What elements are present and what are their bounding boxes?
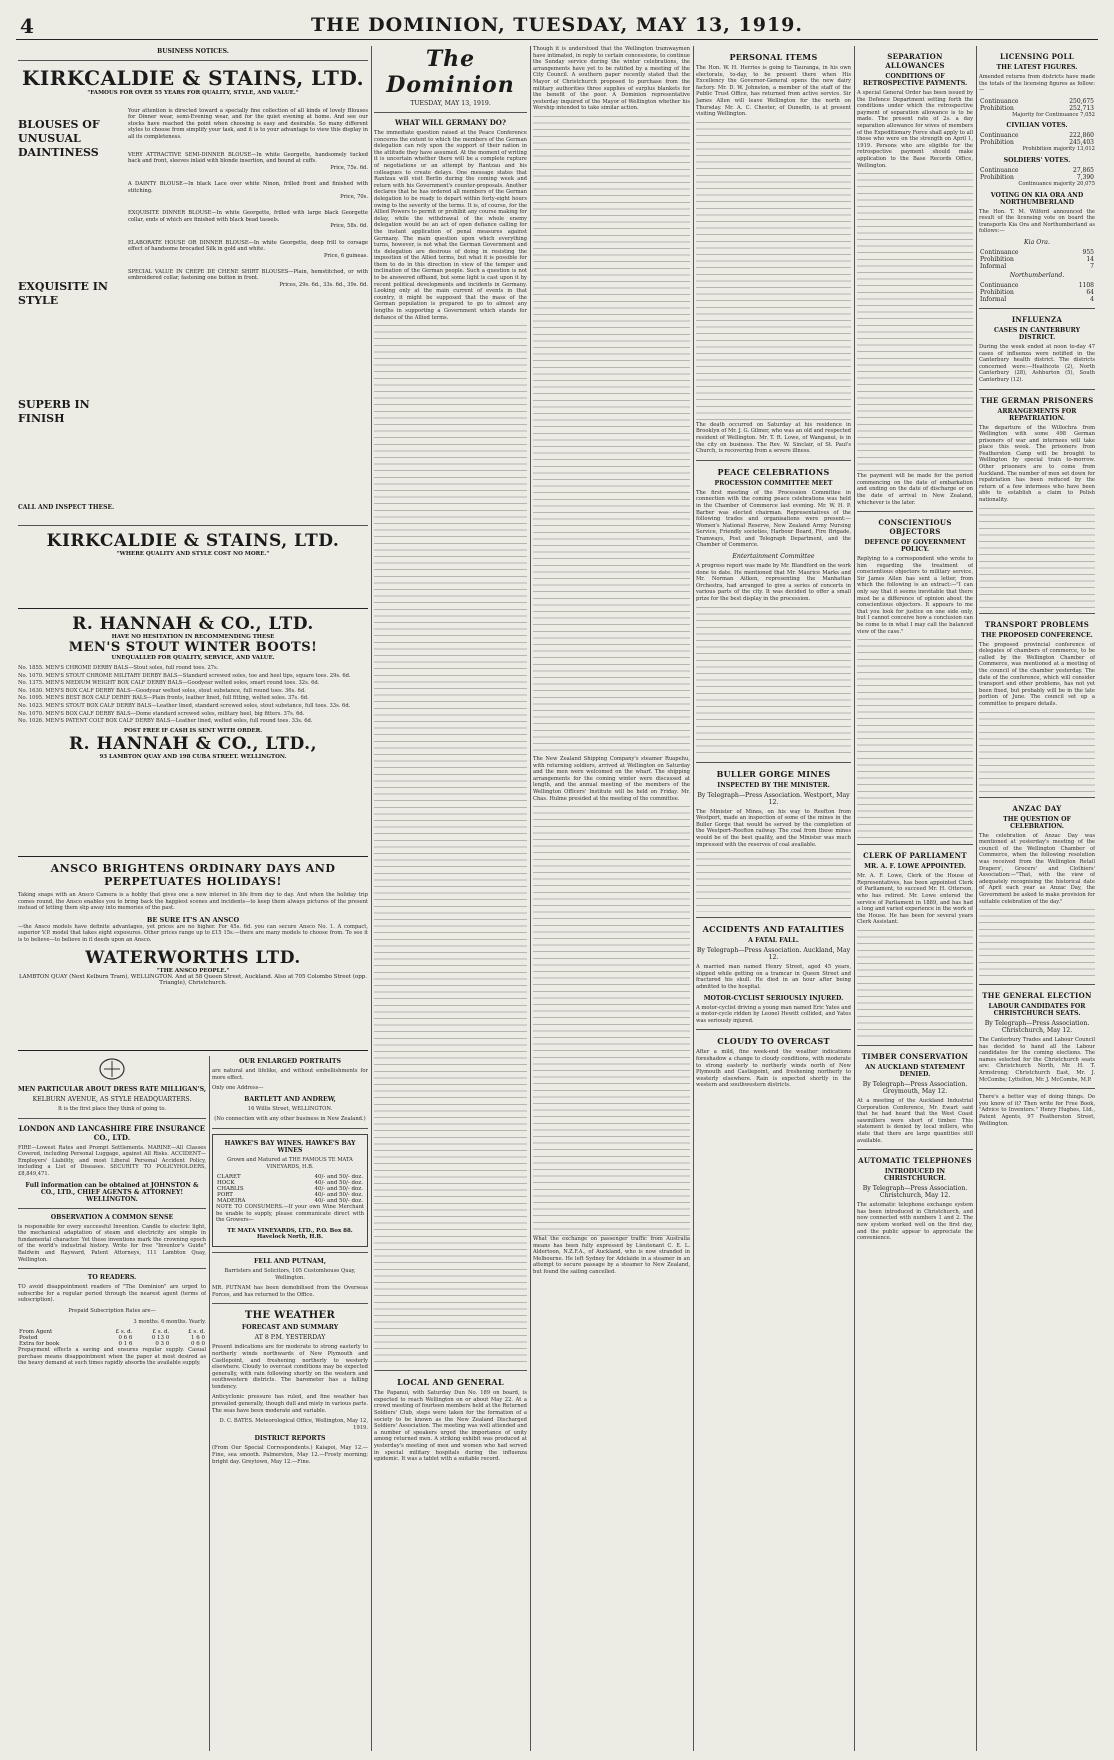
anzac-sub: THE QUESTION OF CELEBRATION.: [1003, 815, 1071, 830]
row-value: 7,390: [1076, 173, 1094, 181]
weather-body: Present indications are for moderate to strong easterly to northerly winds northwards of New Plymouth and Castlepoint, and freshening northerly to westerly elsewhere. Cloudy to overcast conditions may be expected generally, with rain following shortly on the western and southwestern districts. The barometer has a falling tendency.: [212, 1344, 368, 1390]
cloudy-body: After a mild, fine week-end the weather indications foreshadow a change to cloudy conditions, with moderate to strong easterly to northerly winds north of New Plymouth and Castlepoint, and freshening northerly to westerly elsewhere. Rain is expected shortly in the western and southwestern districts.: [696, 1049, 851, 1089]
kirkcaldie-item-3: EXQUISITE DINNER BLOUSE—In white Georgette, frilled with large black Georgette collar, ends of which are finished with black bead tassels.: [128, 210, 368, 223]
row-label: Continuance: [980, 281, 1019, 289]
fell-body: Barristers and Solicitors, 105 Customhouse Quay, Wellington.: [224, 1267, 356, 1281]
hannah-item: No. 1023. MEN'S STOUT BOX CALF DERBY BALS—Leather lined, standard screwed soles, stout substance, full toes. 33s. 6d.: [18, 702, 351, 709]
kirkcaldie-tagline: "FAMOUS FOR OVER 55 YEARS FOR QUALITY, STYLE, AND VALUE.": [87, 90, 299, 96]
london-body: FIRE—Lowest Rates and Prompt Settlements. MARINE—All Classes Covered, including Personal Luggage, against All Risks. ACCIDENT—Employers' Liability, and most Liberal Personal Accident Policy, including a List of Diseases. SECURITY TO POLICYHOLDERS, £8,849,471.: [18, 1144, 206, 1177]
wine-price: 40/- and 50/- doz.: [314, 1198, 363, 1205]
accidents-body: A married man named Henry Street, aged 45 years, slipped while getting on a tramcar in Queen Street and fractured his skull. He died in an hour after being admitted to the hospital.: [696, 964, 851, 990]
column-6b: [979, 46, 1095, 1751]
table-row: [979, 105, 1095, 112]
hannah-name: R. HANNAH & CO., LTD.: [72, 614, 314, 634]
wine-price: 40/- and 50/- doz.: [314, 1180, 363, 1187]
transport-headline: TRANSPORT PROBLEMS: [984, 619, 1090, 629]
rate-c: £ s. d.: [188, 1329, 205, 1336]
licensing-majority-2: Prohibition majority 13,012: [1022, 146, 1095, 153]
hannah-name-2: R. HANNAH & CO., LTD.,: [68, 733, 318, 754]
accidents-headline: ACCIDENTS AND FATALITIES: [702, 924, 845, 935]
readers-headline: TO READERS.: [87, 1274, 137, 1282]
personal-continued-text: [696, 122, 851, 422]
local-body-2: What the exchange on passenger traffic from Australia means has been fully expressed by Lieutenant C. E. L. Aldertoon, N.Z.F.A., of Auckland, who is now stranded in Melbourne. He left Sydney for Adelaide in a steamer in an attempt to secure passage by a steamer to New Zealand, but found the sailing cancelled.: [533, 1236, 690, 1276]
hannah-item: No. 1375. MEN'S MEDIUM WEIGHT BOX CALF DERBY BALS—Goodyear welted soles, smart round toes. 32s. 6d.: [18, 680, 320, 687]
kia-ora-sub: Kia Ora.: [1024, 238, 1050, 246]
prepaid-label: Prepaid Subscription Rates are—: [68, 1307, 156, 1314]
enlarged-headline: OUR ENLARGED PORTRAITS: [239, 1058, 341, 1065]
peace-body-2: A progress report was made by Mr. Blandford on the work done to date. He mentioned that Mr. Maurice Marks and Mr. Norman Aitken, representing the Manhattan Orchestra, had arranged to give a series of concerts in various parts of the city. It was decided to offer a small prize for the best display in the procession.: [696, 563, 851, 603]
licensing-sub: THE LATEST FIGURES.: [996, 64, 1078, 71]
election-body: The Canterbury Trades and Labour Council has decided to hand all the Labour candidates for the coming elections. The names selected for the Christchurch seats are: Christchurch North, Mr. H. T. Armstrong; Christchurch East, Mr. J. McCombs; Lyttelton, Mr. J. McCombs, M.P.: [979, 1037, 1095, 1083]
licensing-headline: LICENSING POLL: [999, 52, 1075, 61]
anzac-continued-text: [979, 909, 1095, 979]
fell-headline: FELL AND PUTNAM,: [253, 1257, 327, 1265]
local-body: The Papanui, with Saturday Dun No. 189 on board, is expected to reach Wellington on or about May 22. At a crowd meeting of fourteen members held at the Returned Soldiers' Club, steps were taken for the formation of a society to be known as the New Zealand Discharged Soldiers' Association. The meeting was well attended and a number of speakers urged the importance of unity among returned men. A striking exhibit was produced at yesterday's meeting of men and women who had served in special military hospitals during the influenza epidemic. It was a tablet with a suitable record.: [374, 1390, 527, 1463]
prepaid-footer: Prepayment effects a saving and ensures regular supply. Casual purchase means disappointment when the paper at most desired as the heavy demand at such times rapidly absorbs the available supply.: [18, 1347, 206, 1367]
kirkcaldie-name-2: KIRKCALDIE & STAINS, LTD.: [46, 531, 340, 551]
prisoners-sub: ARRANGEMENTS FOR REPATRIATION.: [997, 407, 1077, 422]
hannah-lead: HAVE NO HESITATION IN RECOMMENDING THESE: [111, 634, 275, 640]
kirkcaldie-side-1: BLOUSES OF UNUSUAL DAINTINESS: [18, 118, 100, 159]
hannah-item: No. 1070. MEN'S BOX CALF DERBY BALS—Dome standard screwed soles, military heel, big fitters. 37s. 6d.: [18, 710, 305, 717]
influenza-headline: INFLUENZA: [1011, 314, 1063, 324]
row-value: 245,403: [1069, 139, 1094, 147]
prisoners-continued-text: [979, 508, 1095, 608]
civilian-votes-headline: CIVILIAN VOTES.: [1006, 122, 1068, 130]
rate-label: Posted: [19, 1335, 38, 1342]
table-row: [979, 256, 1095, 263]
table-row: [979, 289, 1095, 296]
separation-continued-text: [857, 173, 973, 473]
col4-body: Though it is understood that the Wellington tramwaymen have intimated, in reply to certain concessions, to continue the Sunday service during the winter celebrations, the arrangements have yet to be ratified by a meeting of the City Council. A southern paper recently stated that the Mayor of Christchurch proposed to purchase from the military authorities three supplies of surplus blankets for the benefit of the poor. A Dominion representative yesterday inquired of the Mayor of Wellington whether his Worship intended to take similar action.: [533, 46, 690, 112]
peace-body: The first meeting of the Procession Committee in connection with the coming peace celebrations was held in the Chamber of Commerce last evening. Mr. W. H. P. Barber was elected chairman. Representatives of the following trades and organisations were present:—Women's National Reserve, New Zealand Army Nursing Service, Friendly societies, Harbour Board, Fire Brigade, Tramways, Post and Telegraph Department, and the Chamber of Commerce.: [696, 489, 851, 549]
leader-continued-text: [374, 325, 527, 1365]
kirkcaldie-tagline-2: "WHERE QUALITY AND STYLE COST NO MORE.": [116, 551, 270, 557]
observation-headline: OBSERVATION A COMMON SENSE: [50, 1213, 174, 1221]
row-value: 222,860: [1069, 132, 1094, 140]
column-rule: [693, 46, 694, 1751]
hannah-advert: [18, 614, 368, 854]
column-5: [696, 46, 851, 1751]
transport-sub: THE PROPOSED CONFERENCE.: [981, 631, 1093, 639]
election-headline: THE GENERAL ELECTION: [982, 991, 1092, 1001]
masthead: [20, 14, 1094, 36]
kirkcaldie-intro: Your attention is directed toward a specially fine collection of all kinds of lovely Blouses for Dinner wear, semi-Evening wear, and for the quiet evening at home. And see our stocks have reached the point when choosing is easy and desirable. So many different styles to choose from simplify your task, and it is to your advantage to view this display in all its completeness.: [128, 108, 368, 140]
row-value: 27,865: [1073, 166, 1094, 174]
hannah-headline: MEN'S STOUT WINTER BOOTS!: [68, 640, 318, 655]
kia-ora-table: [979, 249, 1095, 270]
row-label: Prohibition: [980, 139, 1014, 147]
bartlett-address: 16 Willis Street, WELLINGTON.: [247, 1105, 333, 1112]
rate-b: 0 3 0: [155, 1341, 170, 1348]
clerk-body: Mr. A. F. Lowe, Clerk of the House of Representatives, has been appointed Clerk of Parliament, to succeed Mr. H. Otterson, who has retired. Mr. Lowe entered the service of Parliament in 1889, and has had a long and varied experience in the work of the House. He has been for several years Clerk Assistant.: [857, 873, 973, 926]
kirkcaldie-price-4: Price, 6 guineas.: [324, 252, 368, 259]
row-label: Prohibition: [980, 255, 1014, 263]
row-label: Prohibition: [980, 288, 1014, 296]
kirkcaldie-price-3: Price, 58s. 6d.: [330, 223, 368, 230]
northumberland-sub: Northumberland.: [1009, 271, 1065, 279]
kirkcaldie-item-2: A DAINTY BLOUSE—In black Lace over white Ninon, frilled front and finished with stitching.: [128, 181, 368, 194]
anzac-body: The celebration of Anzac Day was mentioned at yesterday's meeting of the council of the Wellington Chamber of Commerce, when the following resolution was received from the Wellington Retail Drapers', Grocers' and Clothiers' Association:—"That, with the view of adequately recognising the historical date of April each year as Anzac Day, the Government be asked to make provision for suitable celebration of the day.": [979, 832, 1095, 905]
rate-b: £ s. d.: [152, 1329, 170, 1336]
kirkcaldie-item-5: SPECIAL VALUE IN CREPE DE CHENE SHIRT BLOUSES—Plain, hemstitched, or with embroidered collar, fastening one button in front.: [128, 268, 368, 282]
bartlett-note: (No connection with any other business in New Zealand.): [214, 1116, 366, 1123]
row-label: Continuance: [980, 166, 1019, 174]
row-label: Prohibition: [980, 173, 1014, 181]
prisoners-headline: THE GERMAN PRISONERS: [980, 395, 1094, 405]
prisoners-body: The departure of the Willochra from Wellington with some 498 German prisoners of war and internees will take place this week. The prisoners from Featherston Camp will be brought to Wellington by special train to-morrow. Other prisoners are to come from Auckland. The number of men set down for repatriation has been reduced by the return of a few internees who have been able to establish a claim to Polish nationality.: [979, 424, 1095, 504]
timber-headline: TIMBER CONSERVATION: [861, 1051, 969, 1061]
northumberland-table: [979, 282, 1095, 303]
hannah-sub: UNEQUALLED FOR QUALITY, SERVICE, AND VALUE.: [111, 655, 275, 661]
wine-price: 40/- and 50/- doz.: [314, 1174, 363, 1181]
column-rule: [371, 46, 372, 1751]
column-rule: [976, 46, 977, 1751]
rate-label: From Agent: [19, 1329, 53, 1336]
table-row: [979, 132, 1095, 139]
column-6a: [857, 46, 973, 1751]
telephones-dateline: By Telegraph—Press Association. Christchurch, May 12.: [862, 1185, 968, 1200]
rate-a: 0 1 6: [118, 1341, 133, 1348]
row-label: Continuance: [980, 248, 1019, 256]
london-headline: LONDON AND LANCASHIRE FIRE INSURANCE CO., LTD.: [18, 1123, 206, 1142]
conscientious-sub: DEFENCE OF GOVERNMENT POLICY.: [864, 539, 966, 554]
election-sub: LABOUR CANDIDATES FOR CHRISTCHURCH SEATS.: [988, 1003, 1086, 1018]
row-label: Continuance: [980, 132, 1019, 140]
wine-name: MADEIRA: [217, 1198, 246, 1205]
wines-price-table: [216, 1174, 364, 1204]
conscientious-body: Replying to a correspondent who wrote to him regarding the treatment of conscientious objectors to military service, Sir James Allen has sent a letter, from which the following is an extract:—"I can only say that it seems inevitable that there must be a difference of opinion about the conscientious objectors. It appears to me that you look for justice on one side only, but I cannot conceive how a conclusion can be come to in what I may call the balanced view of the case.": [857, 556, 973, 635]
row-value: 7: [1090, 262, 1094, 270]
election-dateline: By Telegraph—Press Association. Christchurch, May 12.: [984, 1020, 1090, 1035]
accidents-sub-2: MOTOR-CYCLIST SERIOUSLY INJURED.: [703, 994, 844, 1002]
hannah-item: No. 1070. MEN'S STOUT CHROME MILITARY DERBY BALS—Standard screwed soles, toe and heel tips, square toes. 29s. 6d.: [18, 672, 351, 679]
accidents-sub: A FATAL FALL.: [748, 937, 799, 945]
influenza-sub: CASES IN CANTERBURY DISTRICT.: [993, 326, 1081, 341]
dominion-date: TUESDAY, MAY 13, 1919.: [410, 100, 491, 107]
timber-sub: AN AUCKLAND STATEMENT DENIED.: [865, 1063, 965, 1078]
kirkcaldie-side-3: SUPERB IN FINISH: [18, 398, 90, 425]
table-row: [979, 263, 1095, 270]
table-row: [979, 249, 1095, 256]
column-4: [533, 46, 690, 1751]
wine-price: 40/- and 50/- doz.: [314, 1186, 363, 1193]
column-2-lower: [212, 1056, 368, 1751]
local-headline: LOCAL AND GENERAL: [397, 1377, 504, 1388]
hannah-post: POST FREE IF CASH IS SENT WITH ORDER.: [123, 727, 263, 734]
dominion-title: The Dominion: [386, 46, 515, 98]
separation-body: A special General Order has been issued by the Defence Department setting forth the conditions under which the retrospective payment of separation allowance is to be made. The present rate of 2s. a day separation allowance for wives of members of the Expeditionary Force shall apply to all those who were on the strength on April 1, 1919. Persons who are eligible for the retrospective payment should make application to the Base Records Office, Wellington.: [857, 90, 973, 169]
clerk-headline: CLERK OF PARLIAMENT: [863, 851, 967, 861]
rate-b: 0 13 0: [151, 1335, 170, 1342]
kirkcaldie-price-5: Prices, 29s. 6d., 33s. 6d., 39s. 6d.: [279, 281, 368, 288]
hannah-item: No. 1095. MEN'S BEST BOX CALF DERBY BALS—Plain fronts, leather lined, full fitting, welted soles. 37s. 6d.: [18, 695, 309, 702]
ansco-advert: [18, 862, 368, 1047]
row-value: 64: [1086, 288, 1094, 296]
column-rule: [530, 46, 531, 1751]
hannah-address: 93 LAMBTON QUAY AND 198 CUBA STREET. WELLINGTON.: [99, 753, 287, 760]
waterworths-brand: WATERWORTHS LTD.: [85, 947, 301, 968]
kirkcaldie-side-2: EXQUISITE IN STYLE: [18, 280, 108, 307]
london-info: Full information can be obtained at JOHNSTON & CO., LTD., CHIEF AGENTS & ATTORNEY! WELLINGTON.: [25, 1181, 199, 1203]
separation-headline: SEPARATION ALLOWANCES: [885, 52, 945, 70]
table-row: [979, 296, 1095, 303]
page-number: 4: [20, 14, 34, 38]
buller-continued-text: [696, 852, 851, 912]
separation-body-2: The payment will be made for the period commencing on the date of embarkation and ending on the date of discharge or on the date of arrival in New Zealand, whichever is the later.: [857, 473, 973, 506]
buller-body: The Minister of Mines, on his way to Reefton from Westport, made an inspection of some of the mines in the Buller Gorge that would be served by the completion of the Westport–Reefton railway. The coal from these mines would be of the best quality, and the Minister was much impressed with the reserves of coal available.: [696, 808, 851, 848]
table-row: [979, 139, 1095, 146]
personal-headline: PERSONAL ITEMS: [729, 52, 818, 62]
table-row: [979, 98, 1095, 105]
row-label: Informal: [980, 295, 1007, 303]
weather-sub: FORECAST AND SUMMARY: [241, 1324, 339, 1332]
observation-body: is responsible for every successful Invention. Candle to electric light, the mechanical adaptation of steam and electricity are simple in fundamental character. Yet these inventions mark the crowning epoch of the world's industrial history. Write for free "Inventor's Guide" Baldwin and Rayward, Patent Attorneys, 111 Lambton Quay, Wellington.: [18, 1223, 206, 1263]
licensing-majority-3: Continuance majority 20,075: [1018, 180, 1095, 187]
conscientious-continued-text: [857, 639, 973, 839]
hawkes-bay-wines-advert: [212, 1134, 368, 1247]
bartlett-firm: BARTLETT AND ANDREW,: [244, 1095, 336, 1103]
row-label: Prohibition: [980, 104, 1014, 112]
column-rule: [854, 46, 855, 1751]
fell-note: MR. PUTNAM has been demobilised from the Overseas Forces, and has returned to the Office.: [212, 1285, 368, 1298]
buller-dateline: By Telegraph—Press Association. Westport, May 12.: [697, 791, 850, 806]
kirkcaldie-item-1: VERY ATTRACTIVE SEMI-DINNER BLOUSE—In white Georgette, handsomely tucked back and front, sleeves inlaid with blonde insertion, and bound at cuffs.: [128, 152, 368, 165]
weather-headline: THE WEATHER: [244, 1310, 336, 1322]
accidents-dateline: By Telegraph—Press Association. Auckland, May 12.: [696, 947, 851, 962]
row-label: Continuance: [980, 97, 1019, 105]
rate-label: Extra for book: [19, 1341, 60, 1348]
transport-body: The proposed provincial conference of delegates of chambers of commerce, to be called by the Wellington Chamber of Commerce, was mentioned at a meeting of the council of the chamber yesterday. The date of the conference, which will consider transport and other problems, has not yet been fixed, but probably will be in the late portion of June. The council set up a committee to prepare details.: [979, 641, 1095, 707]
influenza-body: During the week ended at noon to-day 47 cases of influenza were notified in the Canterbury health district. The districts concerned were:—Heathcote (2), North Canterbury (28), Ashburton (5), South Canterbury (12).: [979, 343, 1095, 383]
soldiers-votes-table: [979, 167, 1095, 181]
district-reports-body: (From Our Special Correspondents.) Kaiapoi, May 12.—Fine, sea smooth. Palmerston, May 12.—Frosty morning; bright day. Greytown, May 12.—Fine.: [212, 1445, 368, 1465]
district-reports-headline: DISTRICT REPORTS: [254, 1435, 326, 1443]
wine-name: CLARET: [217, 1174, 241, 1181]
weather-signed: D. C. BATES. Meteorological Office, Wellington, May 12, 1919.: [219, 1418, 368, 1431]
personal-body: The Hon. W. H. Herries is going to Tauranga, in his own electorate, to-day, to be present there when His Excellency the Governor-General opens the new dairy factory. Mr. D. W. Johnston, a member of the staff of the Public Trust Office, has returned from active service. Sir James Allen will leave Wellington for the north on Thursday. Mr. A. C. Chester, of Dunedin, is at present visiting Wellington.: [696, 65, 851, 118]
row-value: 955: [1082, 248, 1094, 256]
ansco-body: Taking snaps with an Ansco Camera is a hobby that gives one a new interest in life from day to day. And when the holiday trip comes round, the Ansco enables you to bring back the happiest scenes and incidents—to keep them always pictures of the present instead of letting them slip away into memories of the past.: [18, 892, 368, 912]
soldiers-votes-headline: SOLDIERS' VOTES.: [1003, 156, 1071, 164]
row-value: 14: [1086, 255, 1094, 263]
te-mata-firm: TE MATA VINEYARDS, LTD., P.O. Box 88. Havelock North, H.B.: [227, 1227, 353, 1240]
table-row: [979, 174, 1095, 181]
masthead-rule: [16, 39, 1098, 40]
row-value: 252,713: [1069, 104, 1094, 112]
licensing-intro: Amended returns from districts have made the totals of the licensing figures as follow:—: [979, 74, 1095, 94]
table-row: [979, 282, 1095, 289]
enlarged-body: are natural and lifelike, and without embellishments for more effect.: [212, 1068, 368, 1081]
rate-a: £ s. d.: [115, 1329, 133, 1336]
personal-body-2: The death occurred on Saturday at his residence in Brooklyn of Mr. J. G. Gilmer, who was an old and respected resident of Wellington. Mr. T. R. Lowe, of Wanganui, is in the city on business. The Rev. W. Sinclair, of St. Paul's Church, is recovering from a severe illness.: [696, 421, 851, 455]
clerk-continued-text: [857, 930, 973, 1040]
waterworths-address: LAMBTON QUAY (Next Kelburn Tram), WELLINGTON. And at 58 Queen Street, Auckland. Also at 705 Colombo Street (opp. Triangle), Christchurch.: [18, 973, 368, 986]
row-value: 1108: [1078, 281, 1094, 289]
buller-headline: BULLER GORGE MINES: [716, 768, 831, 779]
buller-sub: INSPECTED BY THE MINISTER.: [717, 781, 830, 789]
licensing-majority-1: Majority for Continuance 7,052: [1012, 111, 1095, 118]
peace-ent: Entertainment Committee: [732, 553, 815, 561]
milligans-headline: MEN PARTICULAR ABOUT DRESS RATE MILLIGAN'S,: [18, 1086, 206, 1093]
kia-ora-body: The Hon. T. M. Wilford announced the result of the licensing vote on board the transports Kia Ora and Northumberland as follows:—: [979, 208, 1095, 235]
kirkcaldie-price-2: Price, 70s.: [340, 194, 368, 201]
wine-name: CHABLIS: [217, 1186, 244, 1193]
kirkcaldie-item-4: ELABORATE HOUSE OR DINNER BLOUSE—In white Georgette, deep frill to corsage effect of handsome brocaded Silk in gold and white.: [128, 239, 368, 253]
subscription-rates-table: [18, 1329, 206, 1347]
wine-name: HOCK: [217, 1180, 235, 1187]
enlarged-only: Only one Address—: [212, 1085, 264, 1092]
wine-price: 40/- and 50/- doz.: [314, 1192, 363, 1199]
column-1-lower: [18, 1056, 206, 1751]
weather-extra: Anticyclonic pressure has ruled, and fine weather has prevailed generally, though dull and misty in various parts. The seas have been moderate and variable.: [212, 1394, 368, 1414]
telephones-headline: AUTOMATIC TELEPHONES: [858, 1156, 972, 1166]
rate-a: 0 6 6: [118, 1335, 133, 1342]
business-label: BUSINESS NOTICES.: [157, 48, 229, 55]
transport-continued-text: [979, 712, 1095, 792]
cloudy-headline: CLOUDY TO OVERCAST: [717, 1036, 830, 1047]
timber-body: At a meeting of the Auckland Industrial Corporation Conference, Mr. Ewart said that he had heard that the West Coast sawmillers were short of timber. This statement is denied by local millers, who state that there are large quantities still available.: [857, 1097, 973, 1144]
rate-c: 1 6 0: [191, 1335, 205, 1342]
separation-sub: CONDITIONS OF RETROSPECTIVE PAYMENTS.: [862, 73, 968, 87]
kirkcaldie-advert: [18, 46, 368, 606]
timber-dateline: By Telegraph—Press Association. Greymouth, May 12.: [862, 1080, 968, 1095]
peace-sub: PROCESSION COMMITTEE MEET: [714, 479, 833, 487]
kirkcaldie-side-4: CALL AND INSPECT THESE.: [18, 504, 115, 511]
row-value: 4: [1090, 295, 1094, 303]
licensing-totals-table: [979, 98, 1095, 112]
column-3: [374, 46, 527, 1751]
newspaper-title: THE DOMINION, TUESDAY, MAY 13, 1919.: [310, 14, 804, 36]
hannah-item-list: [18, 665, 368, 725]
rates-header: 3 months. 6 months. Yearly.: [133, 1318, 206, 1325]
kirkcaldie-name: KIRKCALDIE & STAINS, LTD.: [21, 66, 365, 90]
peace-headline: PEACE CELEBRATIONS: [717, 466, 830, 477]
ansco-cta: BE SURE IT'S AN ANSCO: [146, 915, 240, 924]
anzac-headline: ANZAC DAY: [1012, 803, 1062, 813]
hawkes-note: NOTE TO CONSUMERS.—If your own Wine Merchant be unable to supply, please communicate direct with the Growers—: [216, 1204, 364, 1224]
row-value: 250,675: [1069, 97, 1094, 105]
kia-ora-headline: VOTING ON KIA ORA AND NORTHUMBERLAND: [990, 191, 1084, 206]
hawkes-sub: Grown and Matured at THE FAMOUS TE MATA VINEYARDS, H.B.: [227, 1156, 353, 1170]
leader-body: The immediate question raised at the Peace Conference concerns the extent to which the members of the German delegation can rely upon the support of their nation in the attitude they have assumed. At the moment of writing it is uncertain whether there will be a complete rupture of negotiations or an attempt by Rantzau and his colleagues to create delays. One message states that Rantzau will visit Berlin during the coming week and return with his Government's counter-proposals. Another declares that he has ordered all members of the German delegation to be ready to depart within forty-eight hours owing to the severity of the terms. It is, of course, for the Allied Powers to permit or prohibit any course making for delay, while the withdrawal of the whole enemy delegation would be an act of open defiance calling for the instant application of penal measures against Germany. The main question upon which everything turns, however, is not what the German Government and its delegation are desirous of doing in resisting the imposition of the Allied terms, but what it is possible for them to do in this direction in view of the temper and inclination of the German people. Such a question is not to be answered offhand, but some light is cast upon it by recent political developments and incidents in Germany. Looking only at the main current of events in that country, it might be supposed that the mass of the German population is prepared to go to almost any lengths in supporting a Government which stands for defiance of the Allied terms.: [374, 130, 527, 321]
ansco-headline: ANSCO BRIGHTENS ORDINARY DAYS AND PERPETUATES HOLIDAYS!: [50, 862, 336, 888]
civilian-votes-table: [979, 132, 1095, 146]
col4-continued-text: [533, 116, 690, 756]
peace-continued-text: [696, 607, 851, 757]
hawkes-headline: HAWKE'S BAY WINES. HAWKE'S BAY WINES: [224, 1139, 356, 1154]
telephones-sub: INTRODUCED IN CHRISTCHURCH.: [883, 1168, 947, 1183]
milligans-line: It is the first place they think of going to.: [57, 1106, 167, 1112]
table-row: [979, 167, 1095, 174]
clerk-sub: MR. A. F. LOWE APPOINTED.: [864, 863, 966, 871]
rate-c: 0 6 0: [191, 1341, 205, 1348]
hannah-item: No. 1026. MEN'S PATENT COLT BOX CALF DERBY BALS—Leather lined, welted soles, full round toes. 33s. 6d.: [18, 718, 313, 725]
accidents-body-2: A motor-cyclist driving a young man named Eric Yates and a motor-cycle ridden by Leonel Hewitt collided, and Yates was seriously injured.: [696, 1004, 851, 1024]
column-rule: [209, 1056, 210, 1751]
col4-more-text: [533, 806, 690, 1236]
crest-icon: [18, 1056, 206, 1084]
conscientious-headline: CONSCIENTIOUS OBJECTORS: [878, 518, 952, 537]
row-label: Informal: [980, 262, 1007, 270]
col4-body-2: The New Zealand Shipping Company's steamer Ruapehu, with returning soldiers, arrived at Wellington on Saturday and the men were welcomed on the wharf. The shipping arrangements for the coming winter were discussed at length, and the annual meeting of the members of the Wellington Officers' Institute will be held on Friday. Mr. Chas. Hulme presided at the meeting of the committee.: [533, 755, 690, 802]
readers-body: TO avoid disappointment readers of "The Dominion" are urged to subscribe for a regular period through the nearest agent (terms of subscription).: [18, 1284, 206, 1304]
ansco-body-2: —the Ansco models have definite advantages, yet prices are no higher. For 45s. 6d. you can secure Ansco No. 1. A compact, superior V.P. model that takes eight exposures. Other prices range up to £15 15s.—there are many models to choose from. To see it is to believe—to believe in it deeds upon an Ansco.: [18, 923, 368, 943]
kirkcaldie-price-1: Price, 75s. 6d.: [330, 164, 368, 171]
hannah-item: No. 1855. MEN'S CHROME DERBY BALS—Stout soles, full round toes. 27s.: [18, 665, 219, 671]
inventors-notice: There's a better way of doing things. Do you know of it? Then write for Free Book, "Advice to Inventors." Henry Hughes, Ltd., Patent Agents, 97 Featherston Street, Wellington.: [979, 1094, 1095, 1127]
hannah-item: No. 1630. MEN'S BOX CALF DERBY BALS—Goodyear welted soles, stout substance, full round toes. 36s. 6d.: [18, 687, 306, 694]
wine-name: PORT: [217, 1192, 233, 1199]
telephones-body: The automatic telephone exchange system has been introduced in Christchurch, and now connected with numbers 1 and 2. The new system worked well on the first day, and the public appear to appreciate the convenience.: [857, 1202, 973, 1242]
weather-time: AT 8 P.M. YESTERDAY: [254, 1334, 326, 1342]
leader-headline: WHAT WILL GERMANY DO?: [395, 118, 506, 127]
milligans-address: KELBURN AVENUE, AS STYLE HEADQUARTERS.: [32, 1096, 192, 1103]
waterworths-sub: "THE ANSCO PEOPLE.": [156, 967, 230, 974]
